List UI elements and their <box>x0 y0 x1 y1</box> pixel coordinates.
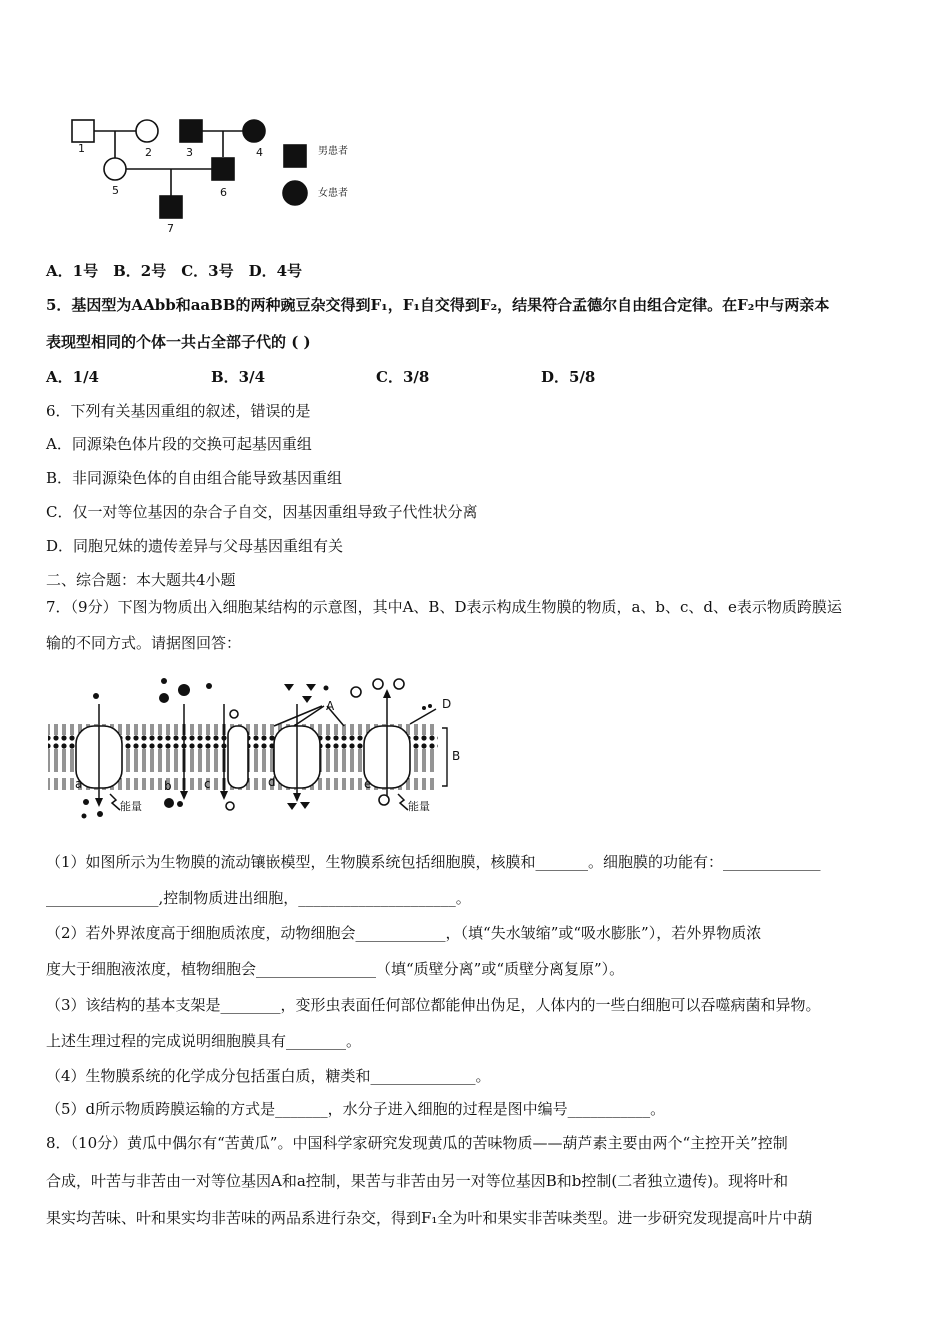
q7-part4: （4）生物膜系统的化学成分包括蛋白质，糖类和______________。 <box>46 1067 491 1085</box>
q6-option-d: D．同胞兄妹的遗传差异与父母基因重组有关 <box>46 537 344 555</box>
label-D: D <box>442 697 452 711</box>
q4-options: A．1号 B．2号 C．3号 D．4号 <box>46 262 303 280</box>
label-e: e <box>364 777 372 791</box>
label-a: a <box>75 777 83 791</box>
individual-6-male-affected <box>212 158 234 180</box>
q7-stem-line1: 7．（9分）下图为物质出入细胞某结构的示意图，其中A、B、D表示构成生物膜的物质，a、b、c、d、e表示物质跨膜运 <box>46 598 842 616</box>
label-6: 6 <box>220 186 227 199</box>
legend-male-label: 男患者 <box>318 146 348 157</box>
q7-part3-line2: 上述生理过程的完成说明细胞膜具有________。 <box>46 1032 362 1050</box>
q5-option-c: C．3/8 <box>376 368 430 386</box>
individual-5-female <box>104 158 126 180</box>
q6-stem: 6．下列有关基因重组的叙述，错误的是 <box>46 402 311 420</box>
section-title: 二、综合题：本大题共4小题 <box>46 571 236 589</box>
q5-stem-line2: 表现型相同的个体一共占全部子代的 ( ) <box>46 333 311 351</box>
q5-options <box>46 367 706 387</box>
q8-stem-line3: 果实均苦味、叶和果实均非苦味的两品系进行杂交，得到F₁全为叶和果实非苦味类型。进一步研究发现提高叶片中葫 <box>46 1209 813 1227</box>
energy-label-1: 能量 <box>120 800 142 813</box>
q5-option-d: D．5/8 <box>541 368 596 386</box>
q6-option-a: A．同源染色体片段的交换可起基因重组 <box>46 435 312 453</box>
legend-male-symbol <box>284 145 306 167</box>
pedigree-diagram <box>60 112 380 237</box>
q5-option-b: B．3/4 <box>211 368 266 386</box>
label-b: b <box>164 779 172 793</box>
q5-option-a: A．1/4 <box>46 368 99 386</box>
label-B: B <box>452 749 461 763</box>
q8-stem-line1: 8．（10分）黄瓜中偶尔有“苦黄瓜”。中国科学家研究发现黄瓜的苦味物质——葫芦素主要由两个“主控开关”控制 <box>46 1134 788 1152</box>
label-2: 2 <box>145 146 152 159</box>
q7-part1-line1: （1）如图所示为生物膜的流动镶嵌模型，生物膜系统包括细胞膜，核膜和_______。细胞膜的功能有：_____________ <box>46 853 821 871</box>
q7-part2-line2: 度大于细胞液浓度，植物细胞会________________（填“质壁分离”或“质壁分离复原”）。 <box>46 960 625 978</box>
individual-1-male <box>72 120 94 142</box>
q5-stem-line1: 5．基因型为AAbb和aaBB的两种豌豆杂交得到F₁，F₁自交得到F₂，结果符合孟德尔自由组合定律。在F₂中与两亲本 <box>46 296 830 314</box>
legend-female-label: 女患者 <box>318 188 348 199</box>
label-A: A <box>326 699 335 713</box>
q7-part5: （5）d所示物质跨膜运输的方式是_______，水分子进入细胞的过程是图中编号___________。 <box>46 1100 666 1118</box>
q6-option-c: C．仅一对等位基因的杂合子自交，因基因重组导致子代性状分离 <box>46 503 478 521</box>
label-1: 1 <box>78 142 85 155</box>
label-5: 5 <box>112 184 119 197</box>
legend-female-symbol <box>283 181 307 205</box>
q7-part3-line1: （3）该结构的基本支架是________，变形虫表面任何部位都能伸出伪足，人体内的一些白细胞可以吞噬病菌和异物。 <box>46 996 821 1014</box>
individual-2-female <box>136 120 158 142</box>
label-7: 7 <box>167 222 174 235</box>
q8-stem-line2: 合成，叶苦与非苦由一对等位基因A和a控制，果苦与非苦由另一对等位基因B和b控制(二者独立遗传)。现将叶和 <box>46 1172 789 1190</box>
individual-7-male-affected <box>160 196 182 218</box>
q7-part1-line2: _______________,控制物质进出细胞，_____________________。 <box>46 889 471 907</box>
label-4: 4 <box>256 146 263 159</box>
protein-c <box>228 726 248 788</box>
q7-stem-line2: 输的不同方式。请据图回答： <box>46 634 242 652</box>
q6-option-b: B．非同源染色体的自由组合能导致基因重组 <box>46 469 343 487</box>
energy-label-2: 能量 <box>408 800 430 813</box>
label-d: d <box>268 775 276 789</box>
membrane-diagram <box>44 676 474 821</box>
individual-3-male-affected <box>180 120 202 142</box>
label-3: 3 <box>186 146 193 159</box>
label-c: c <box>204 777 211 791</box>
individual-4-female-affected <box>243 120 265 142</box>
q7-part2-line1: （2）若外界浓度高于细胞质浓度，动物细胞会____________，（填“失水皱缩”或“吸水膨胀”），若外界物质浓 <box>46 924 762 942</box>
